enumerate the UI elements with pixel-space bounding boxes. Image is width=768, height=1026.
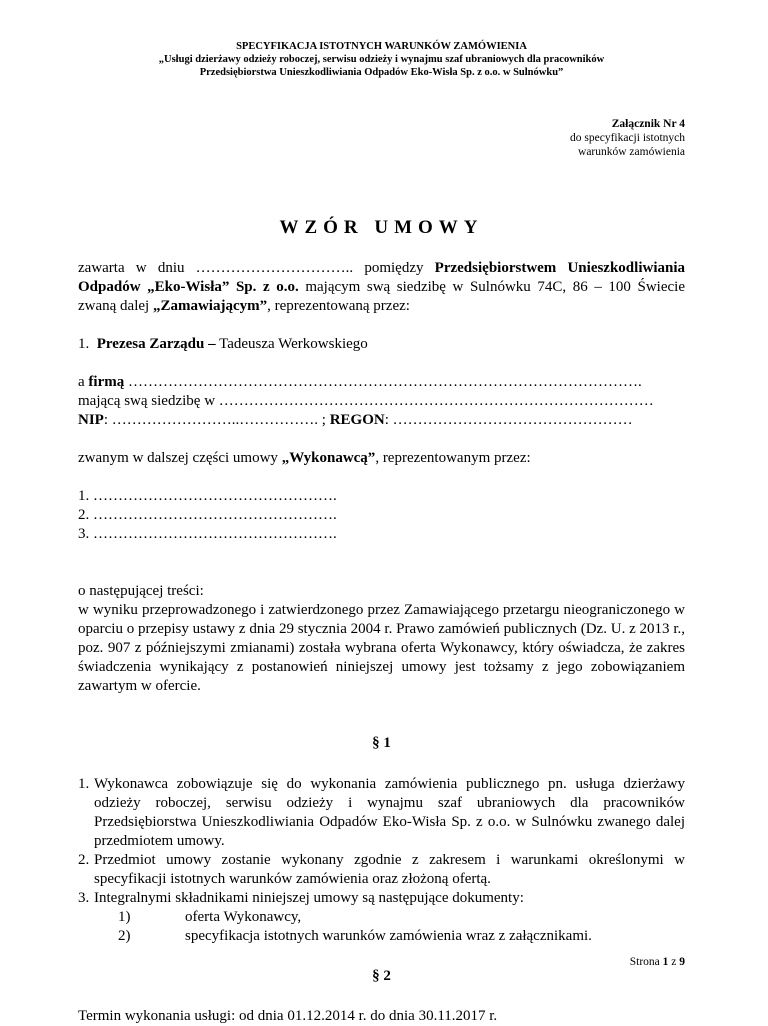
attachment-note [78,117,685,159]
sub-item-number: 1) [118,909,131,925]
firm-pre: a [78,374,89,390]
item-number: 2. [78,852,90,868]
attachment-number: Załącznik Nr 4 [611,118,685,130]
nip-label: NIP [78,412,104,428]
nip-dots: : ……………………..……………. ; [103,412,330,428]
contractor-paragraph [78,449,685,468]
contractor-text-c: , reprezentowanym przez: [375,450,531,466]
nip-regon-line [78,411,685,430]
list-item [78,775,685,851]
list-item [78,851,685,889]
item-number: 1. [78,776,90,792]
sub-item-text: oferta Wykonawcy, [185,909,302,925]
contractor-rep-1: 1. …………………………………………. [78,488,337,504]
section-1-items [78,775,685,946]
sub-list-item [78,908,685,927]
intro-text-a: zawarta w dniu ………………………….. pomiędzy [78,260,435,276]
item-text: Integralnymi składnikami niniejszej umowy są następujące dokumenty: [94,890,524,906]
ordering-party-name: Przedsiębiorstwem Unieszkodliwiania Odpadów „Eko-Wisła” Sp. z o.o. [78,260,685,295]
contractor-reps-list [78,487,685,544]
intro-paragraph [78,259,685,316]
item-number: 3. [78,890,90,906]
document-title: WZÓR UMOWY [279,217,484,238]
section-1-heading: § 1 [372,735,391,751]
document-header [78,40,685,79]
intro-text-e: , reprezentowaną przez: [267,298,410,314]
content-paragraph: w wyniku przeprowadzonego i zatwierdzonego przez Zamawiającego przetargu nieograniczonego w oparciu o przepisy ustawy z dnia 29 stycznia 2004 r. Prawo zamówień publicznych (Dz. U. z 2013 r., poz. 907 z późniejszymi zmianami) została wybrana oferta Wykonawcy, który oświadcza, że zakres świadczenia wynikający z postanowień niniejszej umowy jest tożsamy z jego zobowiązaniem zawartym w ofercie. [78,602,685,694]
firm-line [78,373,685,392]
regon-label: REGON [329,412,385,428]
sub-item-text: specyfikacja istotnych warunków zamówienia wraz z załącznikami. [185,928,592,944]
regon-dots: : ………………………………………… [384,412,633,428]
footer-page-number: 1 [662,956,669,968]
representative-line [78,335,685,354]
sub-item-number: 2) [118,928,131,944]
term-paragraph: Termin wykonania usługi: od dnia 01.12.2014 r. do dnia 30.11.2017 r. [78,1008,498,1024]
contractor-text-a: zwanym w dalszej części umowy [78,450,282,466]
header-line-2: „Usługi dzierżawy odzieży roboczej, serwisu odzieży i wynajmu szaf ubraniowych dla pracowników [158,54,605,65]
ordering-party-alias: „Zamawiającym” [152,298,268,314]
contractor-rep-3: 3. …………………………………………. [78,526,337,542]
representative-role: Prezesa Zarządu – [96,336,216,352]
attachment-line-3: warunków zamówienia [578,146,685,158]
sub-list-item [78,927,685,946]
footer-page-total: 9 [679,956,685,968]
firm-dots: …………………………………………………………………………………………. [124,374,642,390]
item-text: Przedmiot umowy zostanie wykonany zgodnie z zakresem i warunkami określonymi w specyfikacji istotnych warunków zamówienia oraz złożoną ofertą. [94,852,685,887]
representative-number: 1. [78,336,90,352]
contractor-rep-2: 2. …………………………………………. [78,507,337,523]
intro-text-c: mającym swą siedzibę w Sulnówku 74C, 86 – 100 Świecie zwaną dalej [78,279,685,314]
representative-name: Tadeusza Werkowskiego [215,336,368,352]
attachment-line-2: do specyfikacji istotnych [570,132,685,144]
footer-label: Strona [629,956,663,968]
page-footer [630,953,685,972]
header-line-1: SPECYFIKACJA ISTOTNYCH WARUNKÓW ZAMÓWIENIA [236,41,527,52]
contractor-details [78,373,685,430]
contractor-alias: „Wykonawcą” [281,450,376,466]
firm-label: firmą [88,374,125,390]
section-2-heading: § 2 [372,968,391,984]
content-section [78,582,685,696]
footer-separator: z [668,956,680,968]
list-item [78,889,685,908]
firm-seat-line: mającą swą siedzibę w …………………………………………………………………………… [78,393,654,409]
document-page [78,0,685,1024]
header-line-3: Przedsiębiorstwa Unieszkodliwiania Odpadów Eko-Wisła Sp. z o.o. w Sulnówku” [199,67,564,78]
content-heading: o następującej treści: [78,583,204,599]
item-text: Wykonawca zobowiązuje się do wykonania zamówienia publicznego pn. usługa dzierżawy odzieży roboczej, serwisu odzieży i wynajmu szaf ubraniowych dla pracowników Przedsiębiorstwa Unieszkodliwiania Odpadów Eko-Wisła Sp. z o.o. w Sulnówku zwanego dalej przedmiotem umowy. [94,776,685,849]
